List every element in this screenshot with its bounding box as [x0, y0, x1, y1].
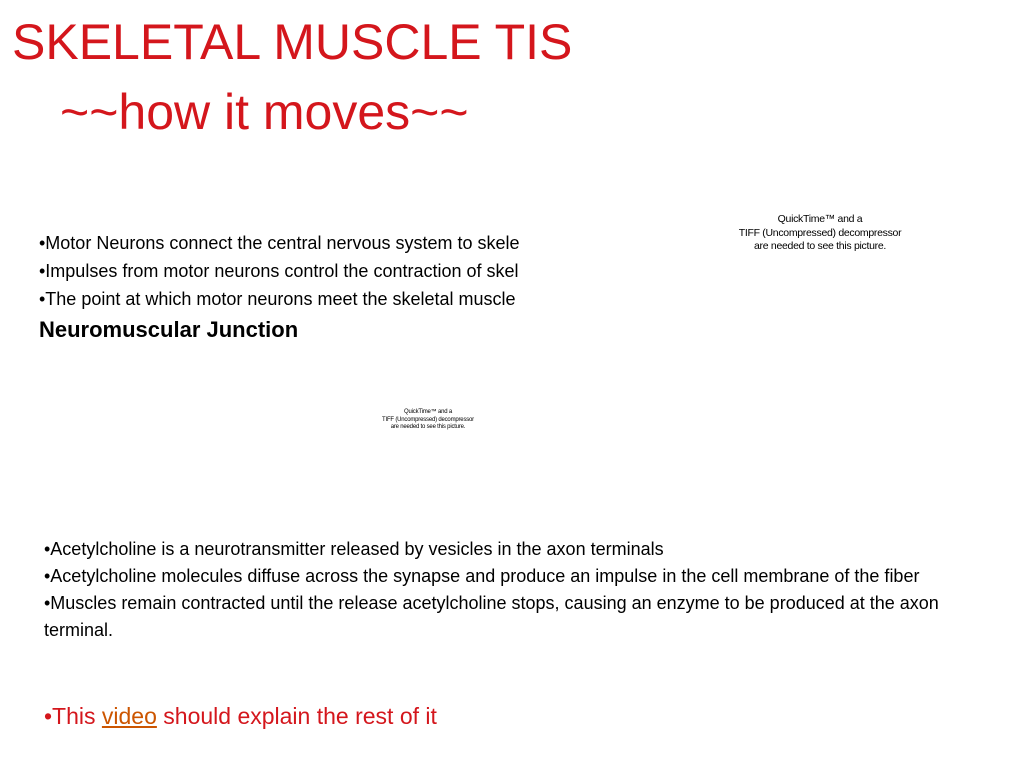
quicktime-placeholder-small: [370, 409, 486, 432]
quicktime-placeholder-line-1: QuickTime™ and a: [777, 213, 863, 225]
bullet-motor-neurons-connect: •Motor Neurons connect the central nervous system to skele: [39, 233, 520, 253]
slide-title: SKELETAL MUSCLE TIS: [12, 14, 573, 70]
bullet-muscles-remain-contracted: •Muscles remain contracted until the release acetylcholine stops, causing an enzyme to be produced at the axon terminal.: [44, 593, 939, 640]
quicktime-placeholder-large: [720, 213, 920, 254]
quicktime-placeholder-line-1: QuickTime™ and a: [404, 409, 452, 415]
bullet-acetylcholine-diffuses: •Acetylcholine molecules diffuse across the synapse and produce an impulse in the cell membrane of the fiber: [44, 566, 920, 586]
quicktime-placeholder-line-2: TIFF (Uncompressed) decompressor: [738, 226, 902, 239]
video-prompt-prefix: •This: [44, 703, 102, 729]
quicktime-placeholder-line-3: are needed to see this picture.: [390, 424, 466, 430]
quicktime-placeholder-line-3: are needed to see this picture.: [754, 240, 886, 252]
bullet-point-where-neurons-meet: •The point at which motor neurons meet the skeletal muscle: [39, 289, 516, 309]
bullet-acetylcholine-neurotransmitter: •Acetylcholine is a neurotransmitter released by vesicles in the axon terminals: [44, 539, 664, 559]
video-link[interactable]: video: [101, 703, 157, 729]
slide-subtitle: ~~how it moves~~: [60, 84, 469, 140]
video-prompt-suffix: should explain the rest of it: [156, 703, 437, 729]
video-prompt-line: [44, 700, 437, 732]
bottom-bullet-list: [44, 536, 974, 644]
top-bullet-list: [39, 229, 643, 346]
neuromuscular-junction-term: Neuromuscular Junction: [39, 317, 299, 342]
quicktime-placeholder-line-2: TIFF (Uncompressed) decompressor: [382, 416, 474, 423]
bullet-impulses-control-contraction: •Impulses from motor neurons control the contraction of skel: [39, 261, 519, 281]
